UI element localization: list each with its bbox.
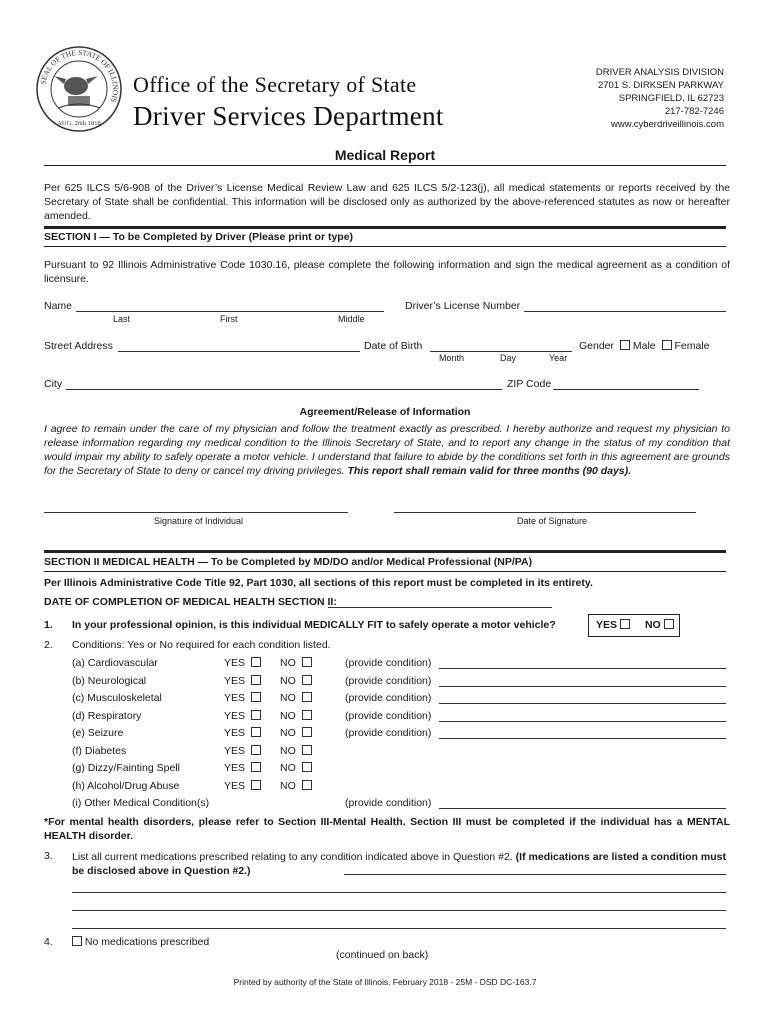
yes-checkbox[interactable] bbox=[251, 745, 261, 755]
q1-yes bbox=[596, 619, 674, 631]
no-checkbox[interactable] bbox=[302, 657, 312, 667]
dob-sub-label: Month bbox=[439, 353, 465, 363]
zip-label: ZIP Code bbox=[507, 378, 552, 390]
gender-label bbox=[579, 340, 710, 352]
condition-no bbox=[280, 762, 312, 774]
condition-no bbox=[280, 692, 312, 704]
svg-text:AUG. 26th 1818: AUG. 26th 1818 bbox=[57, 120, 101, 127]
condition-no bbox=[280, 780, 312, 792]
no-checkbox[interactable] bbox=[302, 745, 312, 755]
condition-label: (c) Musculoskeletal bbox=[72, 692, 162, 704]
male-checkbox[interactable] bbox=[620, 340, 630, 350]
no-medications-checkbox[interactable] bbox=[72, 936, 82, 946]
pursuant-text: Pursuant to 92 Illinois Administrative Code 1030.16, please complete the following information and sign the medical agreement as a condition of licensure. bbox=[44, 259, 730, 285]
condition-no bbox=[280, 657, 312, 669]
dob-label: Date of Birth bbox=[364, 340, 423, 352]
address-line: 217-782-7246 bbox=[664, 106, 724, 117]
condition-yes bbox=[224, 780, 261, 792]
condition-yes bbox=[224, 762, 261, 774]
condition-yes bbox=[224, 710, 261, 722]
q1-yes-label: YES bbox=[596, 619, 618, 631]
provide-condition-label: (provide condition) bbox=[345, 727, 432, 739]
condition-yes bbox=[224, 675, 261, 687]
city-field[interactable] bbox=[66, 389, 502, 390]
provide-condition-label: (provide condition) bbox=[345, 692, 432, 704]
condition-yes bbox=[224, 657, 261, 669]
website-link[interactable]: www.cyberdriveillinois.com bbox=[611, 119, 724, 130]
provide-condition-label: (provide condition) bbox=[345, 674, 432, 687]
office-title: Office of the Secretary of State bbox=[133, 72, 417, 97]
street-field[interactable] bbox=[118, 351, 360, 352]
q2-text: Conditions: Yes or No required for each condition listed. bbox=[72, 639, 331, 651]
no-checkbox[interactable] bbox=[302, 710, 312, 720]
q1-number: 1. bbox=[44, 619, 53, 631]
condition-label: (i) Other Medical Condition(s) bbox=[72, 797, 210, 809]
no-label: NO bbox=[280, 709, 296, 722]
agreement-validity: This report shall remain valid for three months (90 days). bbox=[347, 465, 632, 477]
provide-condition-label: (provide condition) bbox=[345, 657, 432, 669]
condition-no bbox=[280, 675, 312, 687]
signature-field[interactable] bbox=[44, 512, 348, 513]
no-label: NO bbox=[280, 744, 296, 757]
no-label: NO bbox=[280, 692, 296, 704]
address-line: DRIVER ANALYSIS DIVISION bbox=[595, 67, 724, 78]
q1-no-label: NO bbox=[644, 619, 661, 631]
agreement-heading: Agreement/Release of Information bbox=[299, 406, 471, 418]
q1-no-checkbox[interactable] bbox=[664, 619, 674, 629]
condition-yes bbox=[224, 692, 261, 704]
name-sub-label: Last bbox=[113, 314, 131, 324]
q2-number: 2. bbox=[44, 639, 53, 651]
dob-field[interactable] bbox=[430, 351, 572, 352]
svg-text:SEAL OF THE STATE OF ILLINOIS: SEAL OF THE STATE OF ILLINOIS bbox=[38, 47, 121, 104]
condition-label: (a) Cardiovascular bbox=[72, 657, 158, 669]
condition-label: (f) Diabetes bbox=[72, 744, 127, 757]
no-checkbox[interactable] bbox=[302, 675, 312, 685]
dob-sub-label: Year bbox=[549, 353, 568, 363]
medications-field[interactable] bbox=[72, 928, 726, 929]
medications-field[interactable] bbox=[72, 892, 726, 893]
continued-text: (continued on back) bbox=[336, 949, 429, 961]
yes-checkbox[interactable] bbox=[251, 710, 261, 720]
provide-condition-field[interactable] bbox=[439, 668, 726, 669]
page-title: Medical Report bbox=[334, 147, 436, 163]
yes-label: YES bbox=[224, 744, 246, 757]
condition-label: (g) Dizzy/Fainting Spell bbox=[72, 762, 180, 774]
condition-label: (h) Alcohol/Drug Abuse bbox=[72, 779, 180, 792]
name-label: Name bbox=[44, 300, 73, 312]
provide-condition-field[interactable] bbox=[439, 808, 726, 809]
date-completion-field[interactable] bbox=[328, 607, 552, 608]
q4-text: No medications prescribed bbox=[84, 936, 210, 948]
yes-label: YES bbox=[224, 692, 246, 704]
condition-no bbox=[280, 745, 312, 757]
intro-text: Per 625 ILCS 5/6-908 of the Driver’s License Medical Review Law and 625 ILCS 5/2-123(j), all medical statements or reports received by the Secretary of State shall be confidential. This information will be disclosed only as authorized by the above-referenced statutes as now or hereafter amended. bbox=[44, 182, 730, 222]
q1-text: In your professional opinion, is this individual MEDICALLY FIT to safely operate a motor vehicle? bbox=[72, 619, 556, 631]
mental-health-note: *For mental health disorders, please refer to Section III-Mental Health. Section III must be completed if the individual has a MENTAL HEALTH disorder. bbox=[44, 816, 730, 842]
license-field[interactable] bbox=[524, 311, 726, 312]
address-line: SPRINGFIELD, IL 62723 bbox=[618, 93, 724, 104]
no-checkbox[interactable] bbox=[302, 727, 312, 737]
section2-heading: SECTION II MEDICAL HEALTH — To be Completed by MD/DO and/or Medical Professional (NP/PA) bbox=[44, 556, 533, 568]
name-field[interactable] bbox=[76, 311, 384, 312]
no-label: NO bbox=[280, 727, 296, 739]
yes-label: YES bbox=[224, 779, 246, 792]
female-checkbox[interactable] bbox=[662, 340, 672, 350]
agreement-body: I agree to remain under the care of my physician and follow the treatment exactly as prescribed. I hereby authorize and request my physician to release information regarding my medical condition to the Illinois Secretary of State, and to report any change in the status of my condition that would impair my ability to safely operate a motor vehicle. I understand that failure to abide by the conditions set forth in this agreement are grounds for the Secretary of State to deny or cancel my driving privileges. bbox=[44, 423, 730, 477]
street-label: Street Address bbox=[44, 340, 113, 352]
no-label: NO bbox=[280, 762, 296, 774]
condition-label: (b) Neurological bbox=[72, 674, 147, 687]
yes-checkbox[interactable] bbox=[251, 657, 261, 667]
male-label: Male bbox=[632, 340, 656, 352]
no-label: NO bbox=[280, 657, 296, 669]
divider bbox=[44, 165, 726, 166]
q3-number: 3. bbox=[44, 850, 53, 862]
q3-bold: (If medications are listed a condition must be disclosed above in Question #2.) bbox=[72, 851, 726, 877]
q3-body: List all current medications prescribed relating to any condition indicated above in Question #2. bbox=[72, 851, 513, 863]
medications-field[interactable] bbox=[72, 910, 726, 911]
section-divider bbox=[44, 550, 726, 553]
section-divider bbox=[44, 226, 726, 229]
provide-condition-field[interactable] bbox=[439, 721, 726, 722]
condition-yes bbox=[224, 727, 261, 739]
name-sub-label: First bbox=[220, 314, 238, 324]
provide-condition-label: (provide condition) bbox=[345, 709, 432, 722]
q4-number: 4. bbox=[44, 936, 53, 948]
city-label: City bbox=[44, 378, 63, 390]
yes-label: YES bbox=[224, 727, 246, 739]
divider bbox=[44, 571, 726, 572]
per-code-text: Per Illinois Administrative Code Title 92, Part 1030, all sections of this report must be completed in its entirety. bbox=[44, 577, 593, 589]
address-block bbox=[596, 66, 724, 131]
yes-checkbox[interactable] bbox=[251, 675, 261, 685]
yes-checkbox[interactable] bbox=[251, 762, 261, 772]
license-label: Driver’s License Number bbox=[405, 300, 521, 312]
address-line: 2701 S. DIRKSEN PARKWAY bbox=[597, 80, 724, 91]
signature-date-field[interactable] bbox=[394, 512, 696, 513]
yes-checkbox[interactable] bbox=[251, 727, 261, 737]
zip-field[interactable] bbox=[553, 389, 699, 390]
condition-no bbox=[280, 710, 312, 722]
provide-condition-field[interactable] bbox=[439, 703, 726, 704]
no-checkbox[interactable] bbox=[302, 780, 312, 790]
state-seal-logo bbox=[36, 46, 122, 132]
divider bbox=[44, 246, 726, 247]
no-checkbox[interactable] bbox=[302, 762, 312, 772]
female-label: Female bbox=[674, 340, 710, 352]
yes-checkbox[interactable] bbox=[251, 780, 261, 790]
yes-label: YES bbox=[224, 657, 246, 669]
gender-text: Gender bbox=[579, 340, 615, 352]
section1-heading: SECTION I — To be Completed by Driver (Please print or type) bbox=[44, 231, 354, 243]
condition-label: (d) Respiratory bbox=[72, 709, 142, 722]
date-completion-label: DATE OF COMPLETION OF MEDICAL HEALTH SECTION II: bbox=[44, 596, 337, 608]
condition-no bbox=[280, 727, 312, 739]
name-sub-label: Middle bbox=[338, 314, 365, 324]
condition-yes bbox=[224, 745, 261, 757]
q4-item bbox=[69, 936, 209, 948]
provide-condition-field[interactable] bbox=[439, 686, 726, 687]
signature-date-label: Date of Signature bbox=[517, 516, 588, 526]
yes-label: YES bbox=[224, 709, 246, 722]
no-label: NO bbox=[280, 674, 296, 687]
yes-checkbox[interactable] bbox=[251, 692, 261, 702]
footer-text: Printed by authority of the State of Illinois. February 2018 - 25M - DSD DC-163.7 bbox=[233, 977, 537, 987]
agreement-text bbox=[44, 422, 730, 478]
medications-field[interactable] bbox=[344, 874, 726, 875]
yes-label: YES bbox=[224, 762, 246, 774]
signature-label: Signature of Individual bbox=[154, 516, 244, 526]
yes-label: YES bbox=[224, 674, 246, 687]
no-label: NO bbox=[280, 779, 296, 792]
department-title: Driver Services Department bbox=[133, 101, 444, 131]
provide-condition-field[interactable] bbox=[439, 738, 726, 739]
dob-sub-label: Day bbox=[500, 353, 517, 363]
provide-condition-label: (provide condition) bbox=[345, 797, 432, 809]
condition-label: (e) Seizure bbox=[72, 727, 124, 739]
q1-yes-checkbox[interactable] bbox=[620, 619, 630, 629]
no-checkbox[interactable] bbox=[302, 692, 312, 702]
